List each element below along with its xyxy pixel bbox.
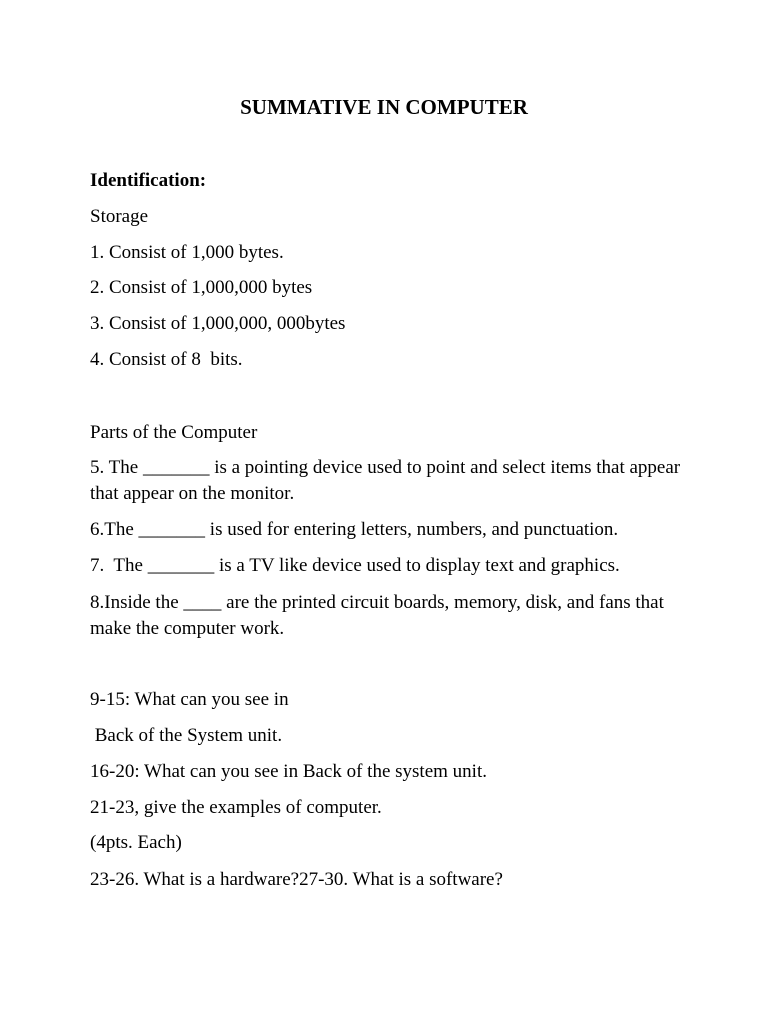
storage-item-4: 4. Consist of 8 bits. [90, 349, 243, 370]
points-note: (4pts. Each) [90, 832, 182, 853]
parts-item-5: 5. The _______ is a pointing device used to point and select items that appear that appear on the monitor. [90, 457, 685, 504]
document-title: SUMMATIVE IN COMPUTER [240, 95, 528, 119]
question-9-15-cont: Back of the System unit. [90, 725, 283, 746]
section-heading: Identification: [90, 170, 207, 191]
parts-item-6: 6.The _______ is used for entering letters, numbers, and punctuation. [90, 519, 619, 540]
parts-item-7: 7. The _______ is a TV like device used to display text and graphics. [90, 555, 620, 576]
storage-heading: Storage [90, 206, 149, 227]
parts-heading: Parts of the Computer [90, 422, 258, 443]
storage-item-3: 3. Consist of 1,000,000, 000bytes [90, 313, 346, 334]
storage-item-1: 1. Consist of 1,000 bytes. [90, 242, 284, 263]
question-21-23: 21-23, give the examples of computer. [90, 797, 382, 818]
question-9-15: 9-15: What can you see in [90, 689, 289, 710]
parts-item-8: 8.Inside the ____ are the printed circuit boards, memory, disk, and fans that make the computer work. [90, 592, 669, 639]
storage-item-2: 2. Consist of 1,000,000 bytes [90, 277, 313, 298]
question-23-30: 23-26. What is a hardware?27-30. What is a software? [90, 869, 503, 890]
question-16-20: 16-20: What can you see in Back of the system unit. [90, 761, 487, 782]
